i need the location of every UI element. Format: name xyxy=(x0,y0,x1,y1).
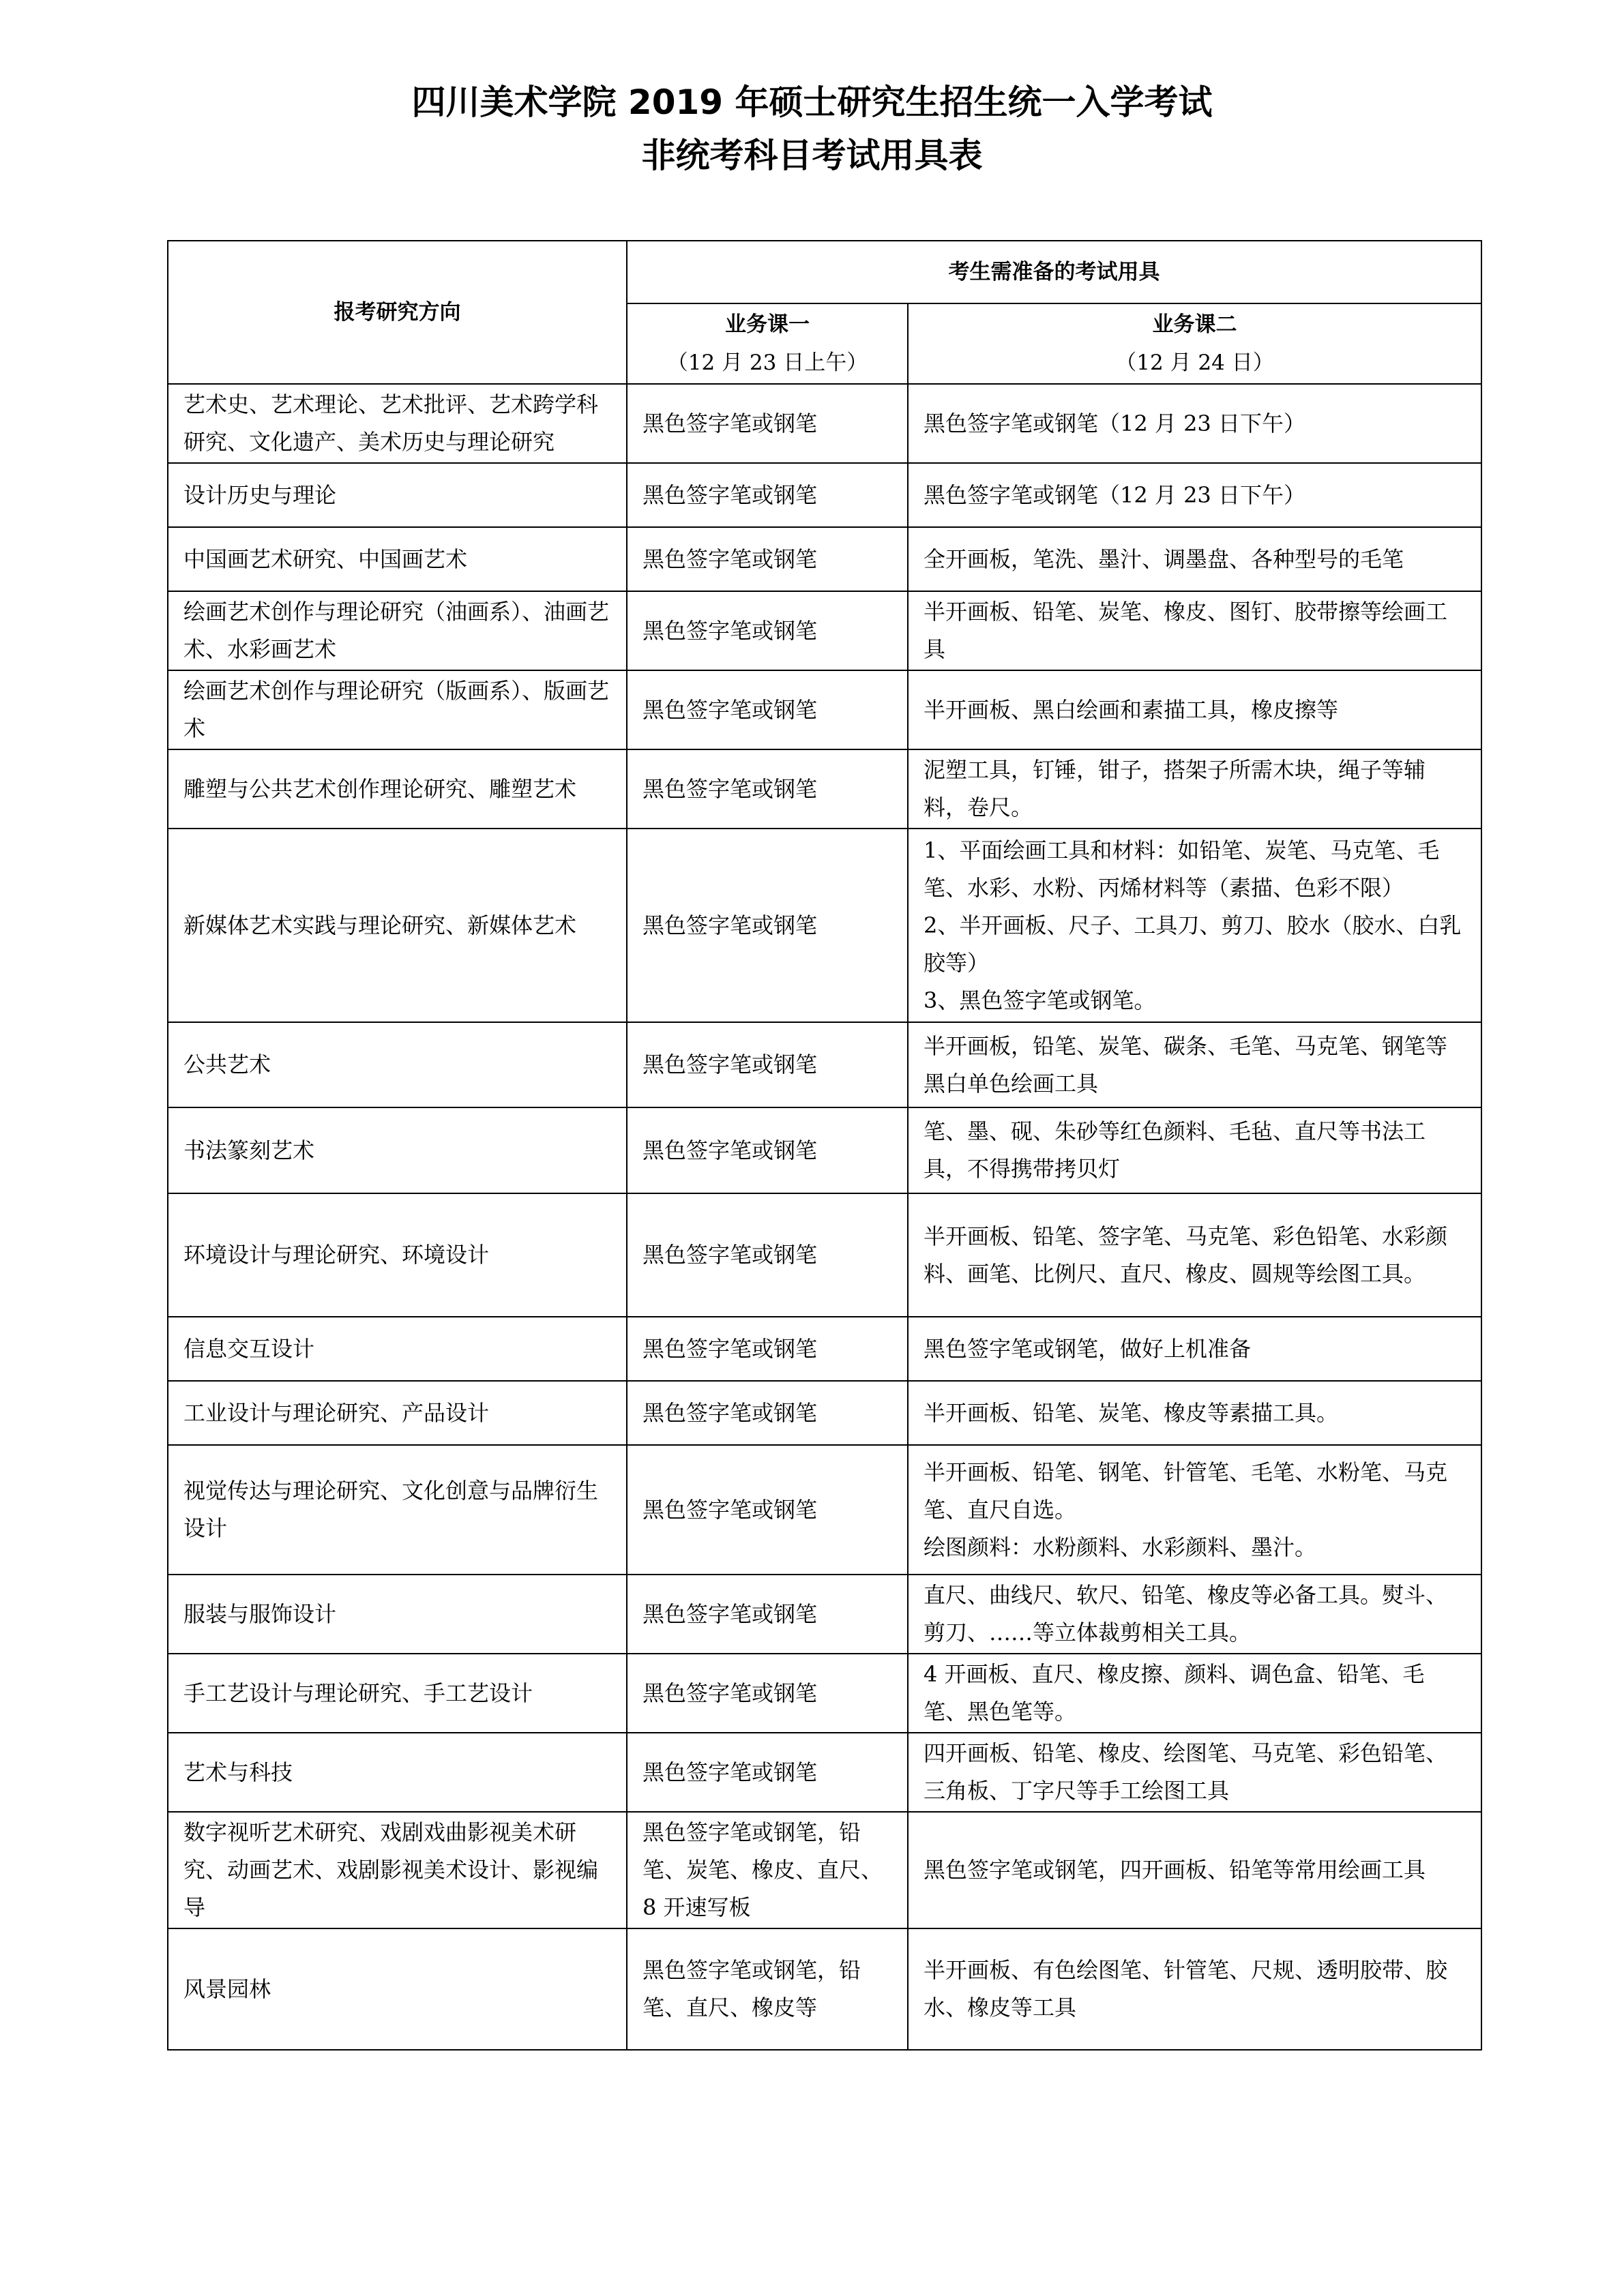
cell-direction: 风景园林 xyxy=(168,1928,627,2050)
table-row xyxy=(168,1733,1481,1812)
cell-course2: 全开画板，笔洗、墨汁、调墨盘、各种型号的毛笔 xyxy=(908,527,1481,591)
cell-course2: 半开画板、铅笔、钢笔、针管笔、毛笔、水粉笔、马克笔、直尺自选。 绘图颜料：水粉颜料、水彩颜料、墨汁。 xyxy=(908,1445,1481,1575)
cell-course1: 黑色签字笔或钢笔 xyxy=(627,1733,908,1812)
cell-course1: 黑色签字笔或钢笔 xyxy=(627,384,908,463)
cell-course2: 笔、墨、砚、朱砂等红色颜料、毛毡、直尺等书法工具，不得携带拷贝灯 xyxy=(908,1107,1481,1193)
table-row xyxy=(168,1654,1481,1733)
cell-course1: 黑色签字笔或钢笔 xyxy=(627,670,908,749)
cell-course2: 半开画板，铅笔、炭笔、碳条、毛笔、马克笔、钢笔等黑白单色绘画工具 xyxy=(908,1022,1481,1107)
table-row xyxy=(168,527,1481,591)
header-course2-date: （12 月 24 日） xyxy=(1115,351,1274,375)
cell-direction: 公共艺术 xyxy=(168,1022,627,1107)
cell-course1: 黑色签字笔或钢笔 xyxy=(627,749,908,829)
table-row xyxy=(168,463,1481,527)
cell-course1: 黑色签字笔或钢笔 xyxy=(627,1022,908,1107)
table-row xyxy=(168,670,1481,749)
cell-course1: 黑色签字笔或钢笔 xyxy=(627,829,908,1022)
cell-course2: 黑色签字笔或钢笔，四开画板、铅笔等常用绘画工具 xyxy=(908,1812,1481,1928)
cell-course2: 黑色签字笔或钢笔（12 月 23 日下午） xyxy=(908,463,1481,527)
table-row xyxy=(168,1193,1481,1317)
cell-direction: 数字视听艺术研究、戏剧戏曲影视美术研究、动画艺术、戏剧影视美术设计、影视编导 xyxy=(168,1812,627,1928)
cell-course1: 黑色签字笔或钢笔 xyxy=(627,1575,908,1654)
table-row xyxy=(168,1317,1481,1381)
cell-direction: 艺术与科技 xyxy=(168,1733,627,1812)
document-title: 四川美术学院 2019 年硕士研究生招生统一入学考试 xyxy=(411,83,1213,122)
table-row xyxy=(168,1928,1481,2050)
table-row xyxy=(168,1022,1481,1107)
table-row xyxy=(168,1107,1481,1193)
cell-direction: 设计历史与理论 xyxy=(168,463,627,527)
cell-direction: 中国画艺术研究、中国画艺术 xyxy=(168,527,627,591)
cell-direction: 服装与服饰设计 xyxy=(168,1575,627,1654)
table-row xyxy=(168,1381,1481,1445)
header-course1-date: （12 月 23 日上午） xyxy=(666,351,868,375)
cell-direction: 工业设计与理论研究、产品设计 xyxy=(168,1381,627,1445)
cell-course2: 半开画板、铅笔、炭笔、橡皮、图钉、胶带擦等绘画工具 xyxy=(908,591,1481,670)
table-row xyxy=(168,1445,1481,1575)
cell-course2: 泥塑工具，钉锤，钳子，搭架子所需木块，绳子等辅料，卷尺。 xyxy=(908,749,1481,829)
cell-direction: 信息交互设计 xyxy=(168,1317,627,1381)
cell-direction: 新媒体艺术实践与理论研究、新媒体艺术 xyxy=(168,829,627,1022)
cell-direction: 书法篆刻艺术 xyxy=(168,1107,627,1193)
cell-course1: 黑色签字笔或钢笔 xyxy=(627,1317,908,1381)
table-row xyxy=(168,591,1481,670)
cell-course2: 黑色签字笔或钢笔，做好上机准备 xyxy=(908,1317,1481,1381)
cell-direction: 艺术史、艺术理论、艺术批评、艺术跨学科研究、文化遗产、美术历史与理论研究 xyxy=(168,384,627,463)
document-subtitle: 非统考科目考试用具表 xyxy=(641,136,983,175)
header-tools: 考生需准备的考试用具 xyxy=(627,241,1481,303)
cell-course2: 半开画板、铅笔、炭笔、橡皮等素描工具。 xyxy=(908,1381,1481,1445)
header-course2 xyxy=(908,303,1481,384)
cell-course1: 黑色签字笔或钢笔 xyxy=(627,591,908,670)
header-course1 xyxy=(627,303,908,384)
exam-tools-table xyxy=(167,240,1482,2051)
table-row xyxy=(168,1575,1481,1654)
cell-course2: 四开画板、铅笔、橡皮、绘图笔、马克笔、彩色铅笔、三角板、丁字尺等手工绘图工具 xyxy=(908,1733,1481,1812)
cell-direction: 雕塑与公共艺术创作理论研究、雕塑艺术 xyxy=(168,749,627,829)
cell-course1: 黑色签字笔或钢笔 xyxy=(627,1654,908,1733)
header-course1-label: 业务课一 xyxy=(725,312,810,337)
table-row xyxy=(168,384,1481,463)
cell-direction: 手工艺设计与理论研究、手工艺设计 xyxy=(168,1654,627,1733)
cell-course1: 黑色签字笔或钢笔 xyxy=(627,1107,908,1193)
cell-course1: 黑色签字笔或钢笔 xyxy=(627,527,908,591)
cell-course2: 直尺、曲线尺、软尺、铅笔、橡皮等必备工具。熨斗、剪刀、……等立体裁剪相关工具。 xyxy=(908,1575,1481,1654)
cell-course2: 半开画板、黑白绘画和素描工具，橡皮擦等 xyxy=(908,670,1481,749)
table-row xyxy=(168,829,1481,1022)
cell-course2: 半开画板、铅笔、签字笔、马克笔、彩色铅笔、水彩颜料、画笔、比例尺、直尺、橡皮、圆规等绘图工具。 xyxy=(908,1193,1481,1317)
cell-course2: 1、平面绘画工具和材料：如铅笔、炭笔、马克笔、毛笔、水彩、水粉、丙烯材料等（素描、色彩不限） 2、半开画板、尺子、工具刀、剪刀、胶水（胶水、白乳胶等） 3、黑色签字笔或钢笔。 xyxy=(908,829,1481,1022)
cell-direction: 绘画艺术创作与理论研究（油画系）、油画艺术、水彩画艺术 xyxy=(168,591,627,670)
cell-direction: 绘画艺术创作与理论研究（版画系）、版画艺术 xyxy=(168,670,627,749)
cell-course2: 半开画板、有色绘图笔、针管笔、尺规、透明胶带、胶水、橡皮等工具 xyxy=(908,1928,1481,2050)
cell-course2: 4 开画板、直尺、橡皮擦、颜料、调色盒、铅笔、毛笔、黑色笔等。 xyxy=(908,1654,1481,1733)
cell-course1: 黑色签字笔或钢笔 xyxy=(627,1381,908,1445)
cell-direction: 环境设计与理论研究、环境设计 xyxy=(168,1193,627,1317)
cell-course1: 黑色签字笔或钢笔 xyxy=(627,463,908,527)
cell-direction: 视觉传达与理论研究、文化创意与品牌衍生设计 xyxy=(168,1445,627,1575)
cell-course1: 黑色签字笔或钢笔 xyxy=(627,1193,908,1317)
header-course2-label: 业务课二 xyxy=(1152,312,1237,337)
header-direction: 报考研究方向 xyxy=(168,241,627,384)
cell-course2: 黑色签字笔或钢笔（12 月 23 日下午） xyxy=(908,384,1481,463)
table-row xyxy=(168,1812,1481,1928)
cell-course1: 黑色签字笔或钢笔，铅笔、直尺、橡皮等 xyxy=(627,1928,908,2050)
table-row xyxy=(168,749,1481,829)
cell-course1: 黑色签字笔或钢笔，铅笔、炭笔、橡皮、直尺、8 开速写板 xyxy=(627,1812,908,1928)
cell-course1: 黑色签字笔或钢笔 xyxy=(627,1445,908,1575)
